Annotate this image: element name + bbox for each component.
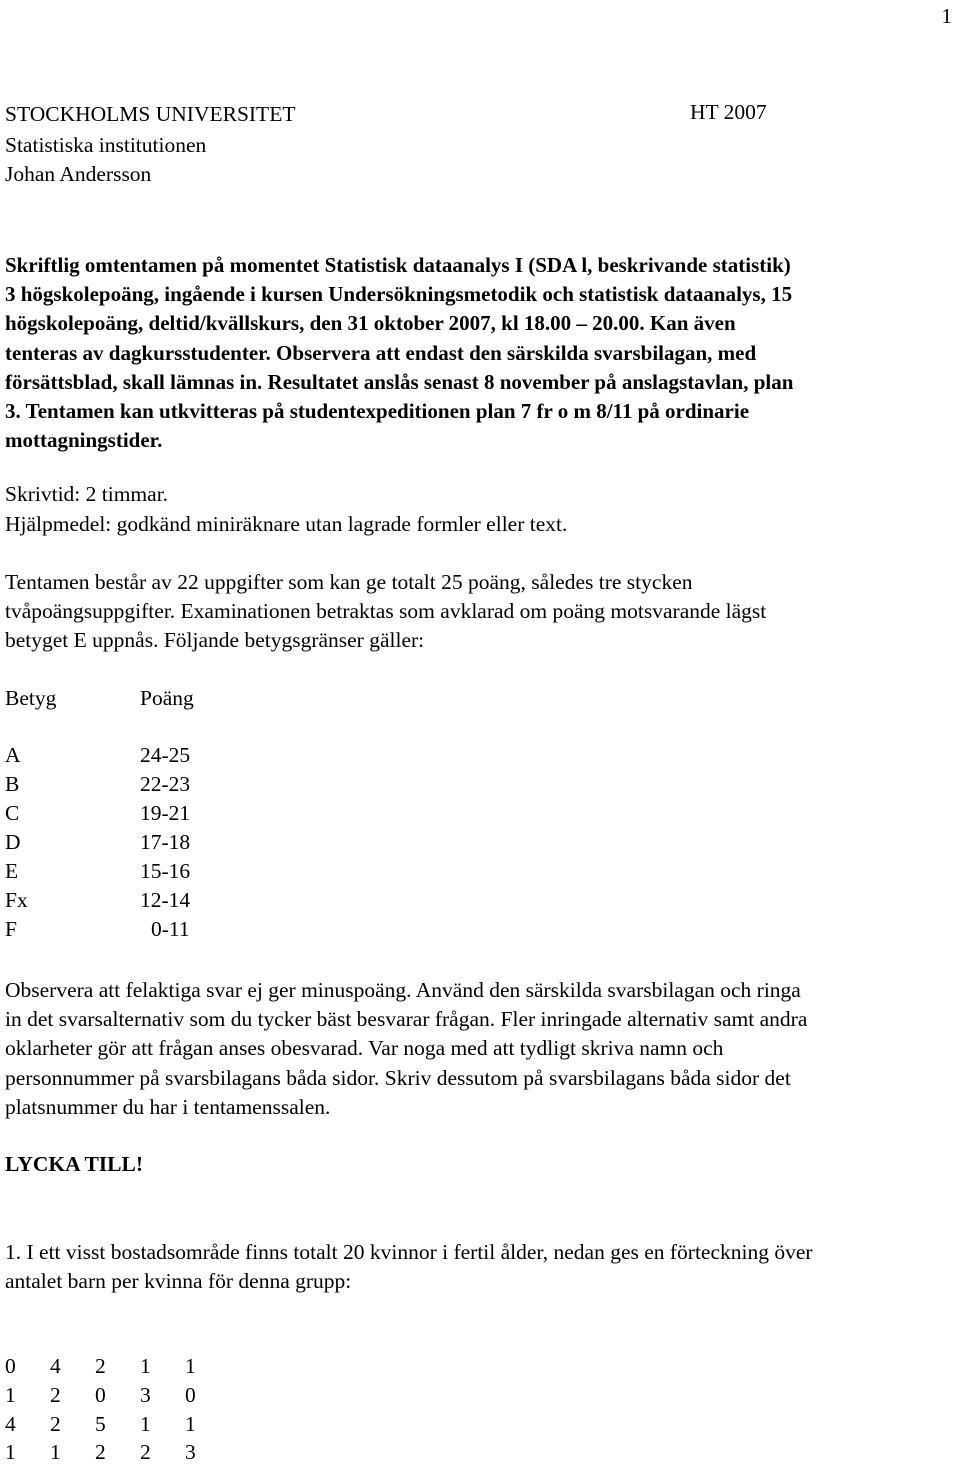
data-cell: 0 — [5, 1354, 16, 1378]
data-cell: 1 — [185, 1412, 196, 1436]
data-cell: 0 — [185, 1383, 196, 1407]
grade-cell: F — [5, 917, 17, 941]
data-cell: 4 — [50, 1354, 61, 1378]
points-header: Poäng — [140, 686, 194, 710]
structure-line: betyget E uppnås. Följande betygsgränser gäller: — [5, 628, 425, 653]
intro-line: högskolepoäng, deltid/kvällskurs, den 31 oktober 2007, kl 18.00 – 20.00. Kan även — [5, 311, 736, 336]
intro-line: mottagningstider. — [5, 428, 163, 453]
data-cell: 0 — [95, 1383, 106, 1407]
data-cell: 2 — [50, 1412, 61, 1436]
grade-cell: B — [5, 772, 20, 796]
instruction-line: personnummer på svarsbilagans båda sidor. Skriv dessutom på svarsbilagans båda sidor det — [5, 1065, 791, 1090]
good-luck-heading: LYCKA TILL! — [5, 1152, 144, 1176]
structure-line: Tentamen består av 22 uppgifter som kan ge totalt 25 poäng, således tre stycken — [5, 570, 693, 594]
instruction-line: oklarheter gör att frågan anses obesvarad. Var noga med att tydligt skriva namn och — [5, 1036, 724, 1061]
intro-line: Skriftlig omtentamen på momentet Statistisk dataanalys I (SDA l, beskrivande statistik) — [5, 253, 791, 277]
intro-line: 3 högskolepoäng, ingående i kursen Undersökningsmetodik och statistisk dataanalys, 15 — [5, 282, 793, 307]
data-cell: 1 — [5, 1383, 16, 1407]
points-cell: 17-18 — [140, 830, 191, 854]
term-label: HT 2007 — [690, 100, 767, 124]
structure-line: tvåpoängsuppgifter. Examinationen betraktas som avklarad om poäng motsvarande lägst — [5, 599, 767, 624]
data-cell: 1 — [50, 1440, 61, 1464]
university-name: STOCKHOLMS UNIVERSITET — [5, 102, 296, 126]
grade-cell: Fx — [5, 888, 28, 912]
department-name: Statistiska institutionen — [5, 133, 207, 157]
page-number: 1 — [941, 4, 952, 28]
instruction-line: Observera att felaktiga svar ej ger minuspoäng. Använd den särskilda svarsbilagan och ringa — [5, 978, 801, 1002]
data-cell: 1 — [140, 1412, 151, 1436]
grade-cell: C — [5, 801, 20, 825]
question-1-text — [5, 1238, 957, 1296]
intro-line: 3. Tentamen kan utkvitteras på studentexpeditionen plan 7 fr o m 8/11 på ordinarie — [5, 399, 750, 424]
question-line: antalet barn per kvinna för denna grupp: — [5, 1269, 352, 1294]
grade-cell: D — [5, 830, 21, 854]
exam-intro — [5, 251, 957, 455]
writing-time: Skrivtid: 2 timmar. — [5, 482, 169, 506]
data-cell: 5 — [95, 1412, 106, 1436]
grade-cell: E — [5, 859, 19, 883]
instruction-line: platsnummer du har i tentamenssalen. — [5, 1094, 331, 1119]
points-cell: 19-21 — [140, 801, 191, 825]
author-name: Johan Andersson — [5, 162, 152, 186]
data-cell: 4 — [5, 1412, 16, 1436]
data-cell: 2 — [50, 1383, 61, 1407]
allowed-aids: Hjälpmedel: godkänd miniräknare utan lagrade formler eller text. — [5, 512, 568, 536]
data-cell: 1 — [140, 1354, 151, 1378]
answer-instructions — [5, 976, 957, 1122]
intro-line: tenteras av dagkursstudenter. Observera att endast den särskilda svarsbilagan, med — [5, 340, 757, 365]
question-line: 1. I ett visst bostadsområde finns totalt 20 kvinnor i fertil ålder, nedan ges en förteckning över — [5, 1240, 813, 1264]
points-cell: 22-23 — [140, 772, 191, 796]
data-cell: 2 — [140, 1440, 151, 1464]
data-cell: 2 — [95, 1440, 106, 1464]
intro-line: försättsblad, skall lämnas in. Resultatet anslås senast 8 november på anslagstavlan, plan — [5, 369, 794, 394]
exam-structure — [5, 568, 957, 656]
data-cell: 1 — [5, 1440, 16, 1464]
data-cell: 3 — [140, 1383, 151, 1407]
points-cell: 12-14 — [140, 888, 191, 912]
data-cell: 3 — [185, 1440, 196, 1464]
data-cell: 1 — [185, 1354, 196, 1378]
points-cell: 24-25 — [140, 743, 191, 767]
grade-cell: A — [5, 743, 21, 767]
data-cell: 2 — [95, 1354, 106, 1378]
points-cell: 0-11 — [151, 917, 190, 941]
grade-header: Betyg — [5, 686, 57, 710]
points-cell: 15-16 — [140, 859, 191, 883]
instruction-line: in det svarsalternativ som du tycker bäst besvarar frågan. Fler inringade alternativ samt andra — [5, 1007, 808, 1032]
